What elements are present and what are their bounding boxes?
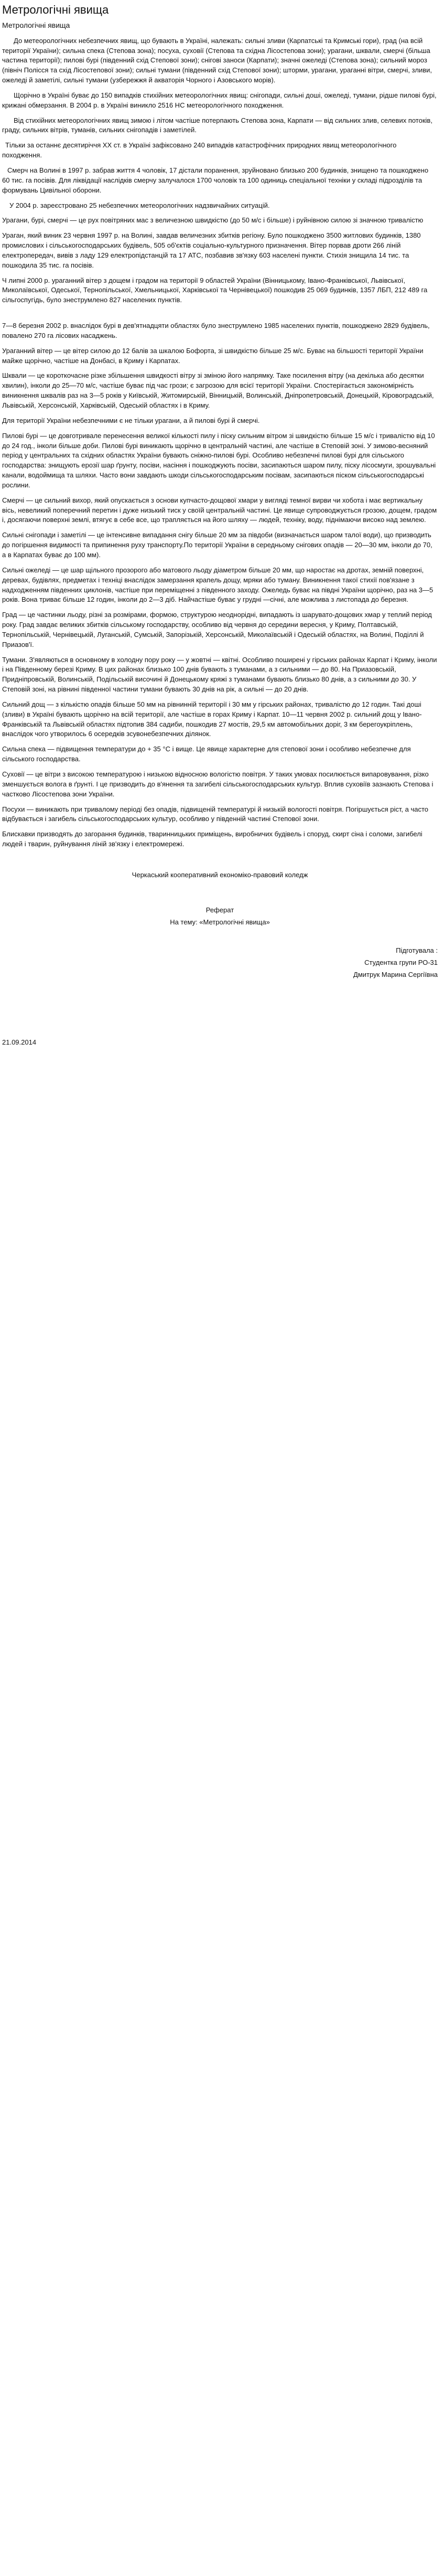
paragraph: У 2004 р. зареєстровано 25 небезпечних метеорологічних надзвичайних ситуацій. <box>9 201 270 209</box>
paragraph: Суховії — це вітри з високою температурою і низькою відносною вологістю повітря. У таких умовах посилюється випаровування, різко зменшується волога в ґрунті. І це призводить до в'янення та загибелі сільськогосподарських культур. Вплив суховіїв зазнають Степова і частково Лісостепова зони України. <box>2 770 434 798</box>
paragraph: Тільки за останнє десятиріччя XX ст. в Україні зафіксовано 240 випадків катастрофічних природних явищ метеорологічного походження. <box>2 141 397 159</box>
paragraph: 7—8 березня 2002 р. внаслідок бурі в дев'ятнадцяти областях було знеструмлено 1985 населених пунктів, пошкоджено 2829 будівель, повалено 270 га лісових насаджень. <box>2 322 430 339</box>
article-body <box>2 36 438 849</box>
paragraph: Посухи — виникають при тривалому періоді без опадів, підвищеній температурі й низькій вологості повітря. Погіршується ріст, а часто відбувається і загибель сільськогосподарських культур, особливо у південній частині Степової зони. <box>2 805 429 823</box>
spacer <box>2 311 438 316</box>
paragraph: Урагани, бурі, смерчі — це рух повітряних мас з величезною швидкістю (до 50 м/с і більше) і руйнівною силою зі значною тривалістю <box>2 216 424 225</box>
paragraph: Ураган, який виник 23 червня 1997 р. на Волині, завдав величезних збитків регіону. Було пошкоджено 3500 житлових будинків, 1380 промислових і сільськогосподарських будівель, 505 об'єктів соціально-культурного призначення. Вітер порвав дроти 266 ліній електропередач, вивів з ладу 129 електропідстанцій та 17 АТС, позбавив зв'язку 603 населені пункти. Стихія знищила 14 тис. та пошкодила 35 тис. га посівів. <box>2 231 421 269</box>
referat-block <box>2 906 438 928</box>
paragraph: Сильні ожеледі — це шар щільного прозорого або матового льоду діаметром більше 20 мм, що наростає на дротах, земній поверхні, деревах, будівлях, предметах і техніці внаслідок замерзання крапель дощу, мряки або туману. Виникнення такої стихії пов'язане з надходженням південних циклонів, частіше при переміщенні з південного заходу. Ожеледь буває на півдні України щорічно, раз на 3—5 років. Вона триває більше 12 годин, інколи до 2—3 діб. Найчастіше буває у грудні —січні, але можлива з листопада до березня. <box>2 566 434 604</box>
paragraph: Для території України небезпечними є не тільки урагани, а й пилові бурі й смерчі. <box>2 416 260 424</box>
student-group: Студентка групи РО-31 <box>364 959 438 967</box>
author-block <box>2 946 438 980</box>
paragraph: Сильна спека — підвищення температури до + 35 °С і вище. Це явище характерне для степової зони і особливо небезпечне для сільського господарства. <box>2 745 411 763</box>
spacer <box>2 316 438 321</box>
paragraph: Шквали — це короткочасне різке збільшення швидкості вітру зі зміною його напрямку. Таке посилення вітру (на декілька або десятки хвилин), інколи до 25—70 м/с, частіше буває під час грози; є загрозою для всієї території України. Спостерігається закономірність виникнення шквалів раз на 3—5 років у Київській, Житомирській, Вінницькій, Волинській, Дніпропетровській, Донецькій, Кіровоградській, Львівській, Херсонській, Харківській, Одеській областях і в Криму. <box>2 371 434 409</box>
paragraph: Пилові бурі — це довготривале перенесення великої кількості пилу і піску сильним вітром зі швидкістю більше 15 м/с і тривалістю від 10 до 24 год., інколи більше доби. Пилові бурі виникають щорічно в центральній частині, але частіше в Степовій зоні. У зимово-весняний період у центральних та східних областях України бувають сніжно-пилові бурі. Особливо небезпечні пилові бурі для сільського господарства: знищують ерозії шар ґрунту, посіви, насіння і пошкоджують посіви, засипаються шаром пилу, піску лісосмуги, зрошувальні канали, водоймища та шляхи. Часто вони завдають шкоди сільськогосподарським посівам, засипаються піском сільськогосподарські рослини. <box>2 431 436 489</box>
paragraph: Смерчі — це сильний вихор, який опускається з основи купчасто-дощової хмари у вигляді темної вирви чи хобота і має вертикальну вісь, невеликий поперечний перетин і дуже низький тиск у своїй центральній частині. Це явище супроводжується грозою, дощем, градом і, досягаючи поверхні землі, втягує в себе все, що трапляється на його шляху — людей, техніку, воду, піднімаючи високо над землею. <box>2 496 437 524</box>
paragraph: Тумани. З'являються в основному в холодну пору року — у жовтні — квітні. Особливо поширені у гірських районах Карпат і Криму, інколи і на Південному березі Криму. В цих районах близько 100 днів бувають з туманами, а з сильними — до 80. На Приазовській, Придніпровській, Волинській, Подільській височині й Донецькому кряжі з туманами бувають близько 80 днів, а з сильними до 30. У Степовій зоні, на рівнині південної частини тумани бувають 30 днів на рік, а сильні — до 20 днів. <box>2 655 437 694</box>
page-title: Метрологічні явища <box>2 3 109 16</box>
paragraph: Ч липні 2000 р. ураганний вітер з дощем і градом на території 9 областей України (Вінницькому, Івано-Франківської, Львівської, Миколаївської, Одеської, Тернопільської, Хмельницької, Харківської та Чернівецької) пошкодив 25 069 будинків, 1357 ЛБП, 212 489 га сільгоспугідь, було знеструмлено 827 населених пунктів. <box>2 276 428 304</box>
student-name: Дмитрук Марина Сергіївна <box>353 971 438 979</box>
paragraph: Від стихійних метеорологічних явищ зимою і літом частіше потерпають Степова зона, Карпати — від сильних злив, селевих потоків, граду, сильних вітрів, туманів, сильних снігопадів і заметілей. <box>2 116 432 134</box>
document-date: 21.09.2014 <box>2 1038 37 1046</box>
paragraph: Сильні снігопади і заметілі — це інтенсивне випадання снігу більше 20 мм за півдоби (визначається шаром талої води), що призводить до погіршення видимості та припинення руху транспорту.По території України в середньому снігових опадів — 20—30 мм, інколи до 70, а в Карпатах буває до 100 мм). <box>2 531 432 559</box>
paragraph: Сильний дощ — з кількістю опадів більше 50 мм на рівнинній території і 30 мм у гірських районах, тривалістю до 12 годин. Такі доші (зливи) в Україні бувають щорічно на всій території, але частіше в горах Криму і Карпат. 10—11 червня 2002 р. сильний дощ у Івано-Франківській та Львівській областях підтопив 384 садиби, пошкодив 27 мостів, 29,5 км автомобільних доріг, 3 км берегоукріплень, внаслідок чого утворилось 6 осередків зсувонебезпечних ділянок. <box>2 700 422 738</box>
paragraph: Щорічно в Україні буває до 150 випадків стихійних метеорологічних явищ: снігопади, сильні доші, ожеледі, тумани, рідше пилові бурі, крижані обмерзання. В 2004 р. в Україні виникло 2516 НС метеорологічного походження. <box>2 91 437 109</box>
paragraph: Ураганний вітер — це вітер силою до 12 балів за шкалою Бофорта, зі швидкістю більше 25 м/с. Буває на більшості території України майже щорічно, частіше на Донбасі, в Криму і Карпатах. <box>2 346 424 365</box>
paragraph: Град — це частинки льоду, різні за розмірами, формою, структурою неоднорідні, випадають із шарувато-дощових хмар у теплий період року. Град завдає великих збитків сільському господарству, особливо від червня до середини вересня, у Криму, Полтавській, Тернопільській, Чернівецькій, Луганській, Сумській, Запорізькій, Херсонській, Миколаївській і Одеській областях, на Волині, Поділлі й Приазов'ї. <box>2 611 432 648</box>
referat-label: Реферат <box>205 906 234 914</box>
page-subtitle: Метрологічні явища <box>2 21 70 30</box>
college-name: Черкаський кооперативний економіко-правовий коледж <box>132 870 308 879</box>
prepared-label: Підготувала : <box>396 946 438 955</box>
paragraph: Блискавки призводять до загорання будинків, тваринницьких приміщень, виробничих будівель і споруд, скирт сіна і соломи, загибелі людей і тварин, руйнування ліній зв'язку і електромережі. <box>2 830 423 848</box>
referat-topic: На тему: «Метрологічні явища» <box>170 918 270 926</box>
paragraph: До метеорологічних небезпечних явищ, що бувають в Україні, належать: сильні зливи (Карпатські та Кримські гори), град (на всій території України); сильна спека (Степова зона); посуха, суховії (Степова та східна Лісостепова зони); урагани, шквали, смерчі (більша частина території); пилові бурі (південний схід Степової зони); снігові заноси (Карпати); значні ожеледі (Степова зона); сильний мороз (північ Полісся та схід Лісостепової зони); сильні тумани (південний схід Степової зони); шторми, урагани, ураганні вітри, смерчі, зливи, ожеледі й заметілі, сильні тумани (узбережжя й акваторія Чорного і Азовського морів). <box>2 36 432 84</box>
paragraph: Смерч на Волині в 1997 р. забрав життя 4 чоловік, 17 дістали поранення, зруйновано близько 200 будинків, знищено та пошкоджено 60 тис. га посівів. Для ліквідації наслідків смерчу залучалося 1700 чоловік та 100 одиниць спеціальної техніки у складі підрозділів та формувань Цивільної оборони. <box>2 166 429 194</box>
